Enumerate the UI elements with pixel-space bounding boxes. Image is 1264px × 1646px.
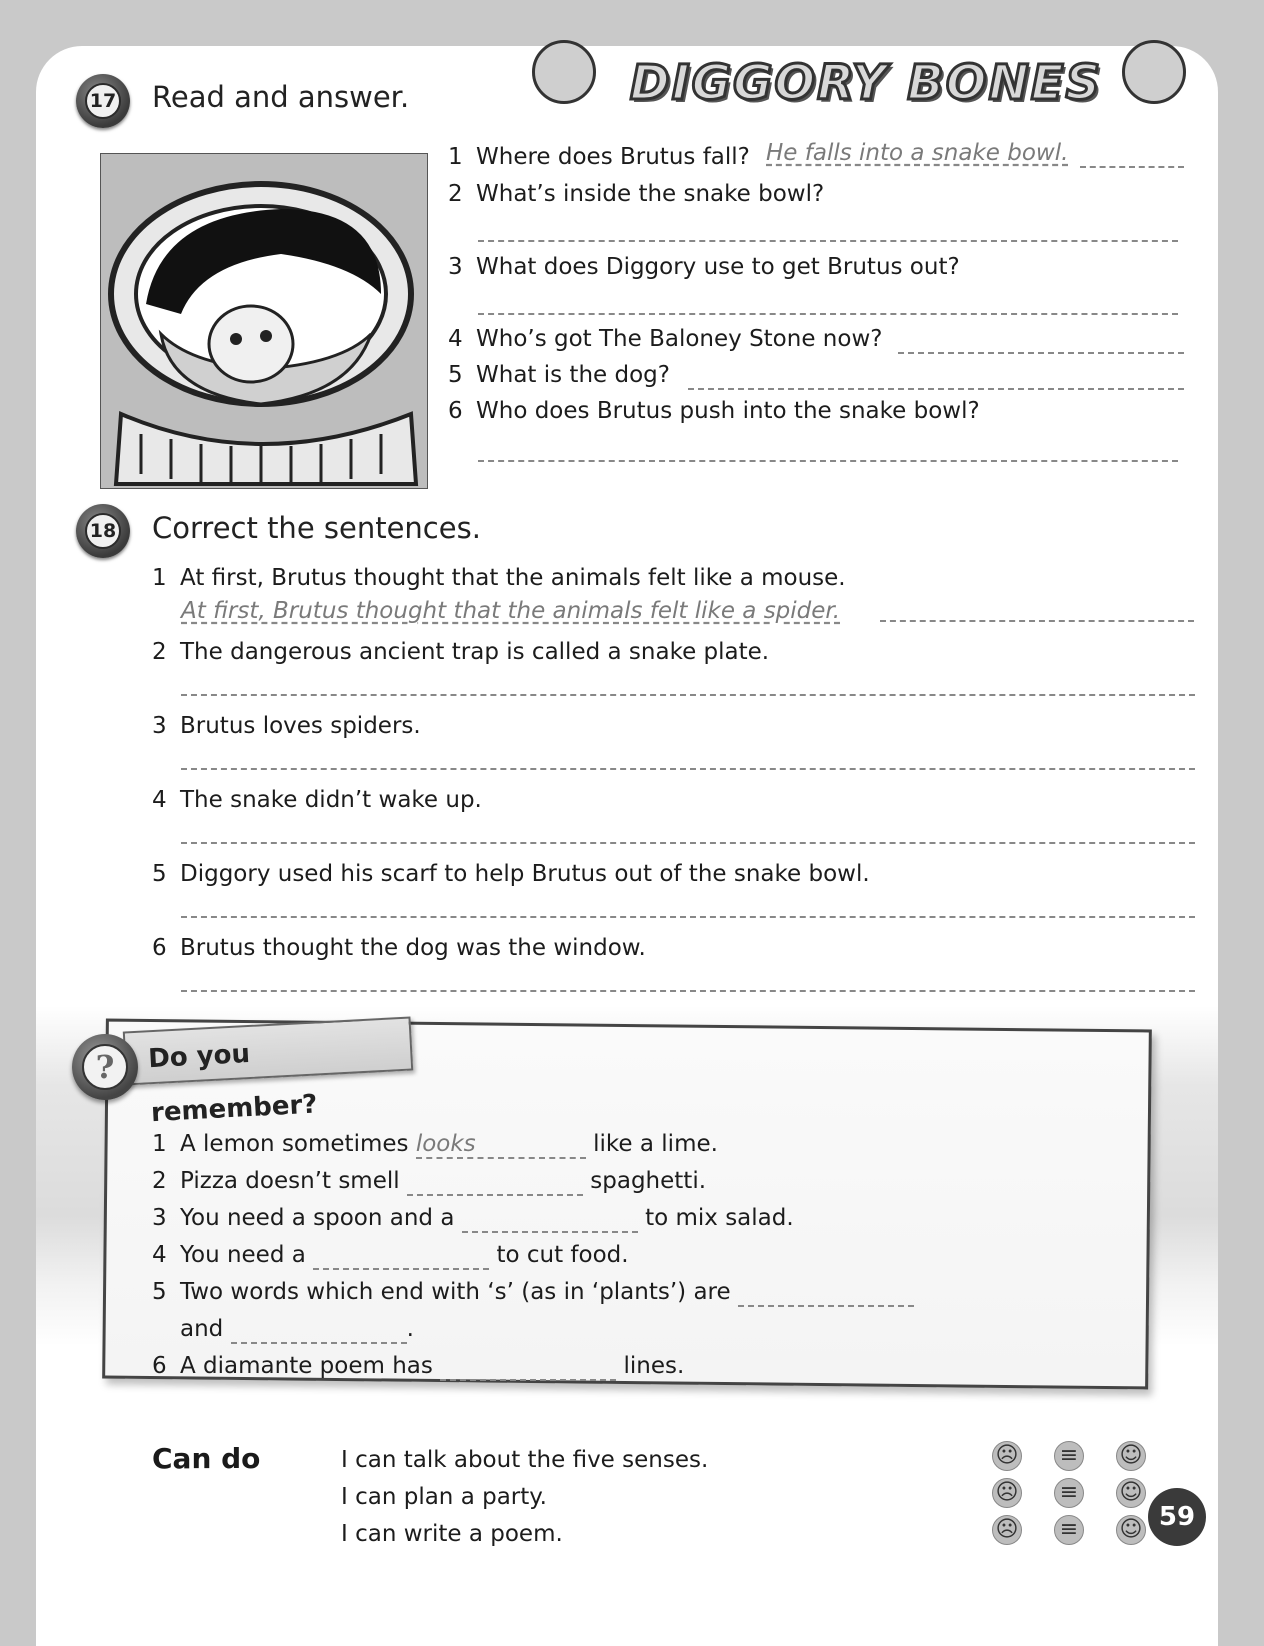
remember-blank-6[interactable]: [440, 1353, 616, 1381]
sad-face-icon[interactable]: ☹: [992, 1515, 1022, 1545]
remember-item-5-continued: and .: [180, 1316, 414, 1342]
ex18-answer-line-4[interactable]: [181, 842, 1195, 844]
ex18-item-2: 2 The dangerous ancient trap is called a snake plate.: [152, 639, 770, 665]
question-mark-icon: ?: [72, 1034, 138, 1100]
boy-face-icon: [1122, 40, 1186, 104]
page-number: 59: [1148, 1488, 1206, 1546]
can-do-statement-3: I can write a poem.: [341, 1521, 563, 1547]
ex18-answer-1[interactable]: At first, Brutus thought that the animals felt like a spider.: [181, 598, 841, 624]
exercise-18-badge: 18: [76, 504, 130, 558]
can-do-label: Can do: [152, 1442, 261, 1475]
remember-item-3: 3 You need a spoon and a to mix salad.: [152, 1205, 794, 1231]
ex17-answer-1[interactable]: He falls into a snake bowl.: [766, 140, 1069, 166]
ex17-answer-line-5[interactable]: [688, 388, 1184, 390]
exercise-17-badge: 17: [76, 74, 130, 128]
happy-face-icon[interactable]: ☺: [1116, 1515, 1146, 1545]
neutral-face-icon[interactable]: ≡: [1054, 1515, 1084, 1545]
neutral-face-icon[interactable]: ≡: [1054, 1441, 1084, 1471]
remember-item-6: 6 A diamante poem has lines.: [152, 1353, 685, 1379]
ex17-question-1: 1 Where does Brutus fall?: [448, 144, 750, 170]
remember-blank-2[interactable]: [407, 1168, 583, 1196]
ex18-item-4: 4 The snake didn’t wake up.: [152, 787, 482, 813]
can-do-statement-2: I can plan a party.: [341, 1484, 547, 1510]
ex17-question-4: 4 Who’s got The Baloney Stone now?: [448, 326, 883, 352]
exercise-17-heading: Read and answer.: [152, 80, 410, 114]
remember-item-5: 5 Two words which end with ‘s’ (as in ‘plants’) are: [152, 1279, 914, 1307]
happy-face-icon[interactable]: ☺: [1116, 1478, 1146, 1508]
remember-blank-5b[interactable]: [231, 1316, 407, 1344]
can-do-statement-1: I can talk about the five senses.: [341, 1447, 709, 1473]
remember-blank-4[interactable]: [313, 1242, 489, 1270]
remember-blank-3[interactable]: [462, 1205, 638, 1233]
ex17-question-2: 2 What’s inside the snake bowl?: [448, 181, 825, 207]
neutral-face-icon[interactable]: ≡: [1054, 1478, 1084, 1508]
remember-item-2: 2 Pizza doesn’t smell spaghetti.: [152, 1168, 707, 1194]
ex18-item-6: 6 Brutus thought the dog was the window.: [152, 935, 646, 961]
remember-heading: Do you remember?: [123, 1017, 413, 1086]
ex18-answer-line-5[interactable]: [181, 916, 1195, 918]
sad-face-icon[interactable]: ☹: [992, 1441, 1022, 1471]
ex18-answer-line-3[interactable]: [181, 768, 1195, 770]
ex18-item-1: 1 At first, Brutus thought that the animals felt like a mouse.: [152, 565, 846, 591]
ex17-answer-line-2[interactable]: [478, 240, 1178, 242]
ex17-answer-line-6[interactable]: [478, 460, 1178, 462]
ex17-question-6: 6 Who does Brutus push into the snake bowl?: [448, 398, 980, 424]
sad-face-icon[interactable]: ☹: [992, 1478, 1022, 1508]
remember-item-4: 4 You need a to cut food.: [152, 1242, 629, 1268]
page-title: DIGGORY BONES: [629, 55, 1103, 111]
ex17-answer-line-4[interactable]: [898, 352, 1184, 354]
ex18-answer-line-1[interactable]: [880, 620, 1194, 622]
ex18-item-5: 5 Diggory used his scarf to help Brutus out of the snake bowl.: [152, 861, 870, 887]
ex17-answer-line-3[interactable]: [478, 313, 1178, 315]
ex17-question-3: 3 What does Diggory use to get Brutus out?: [448, 254, 960, 280]
ex18-answer-line-6[interactable]: [181, 990, 1195, 992]
ex18-item-3: 3 Brutus loves spiders.: [152, 713, 421, 739]
exercise-18-heading: Correct the sentences.: [152, 511, 481, 545]
remember-answer-1[interactable]: looks: [416, 1131, 586, 1159]
happy-face-icon[interactable]: ☺: [1116, 1441, 1146, 1471]
ex17-answer-line-1[interactable]: [1080, 166, 1184, 168]
remember-item-1: 1 A lemon sometimes looks like a lime.: [152, 1131, 718, 1157]
remember-blank-5a[interactable]: [738, 1279, 914, 1307]
snake-bowl-illustration: [100, 153, 428, 489]
ex18-answer-line-2[interactable]: [181, 694, 1195, 696]
ex17-question-5: 5 What is the dog?: [448, 362, 670, 388]
